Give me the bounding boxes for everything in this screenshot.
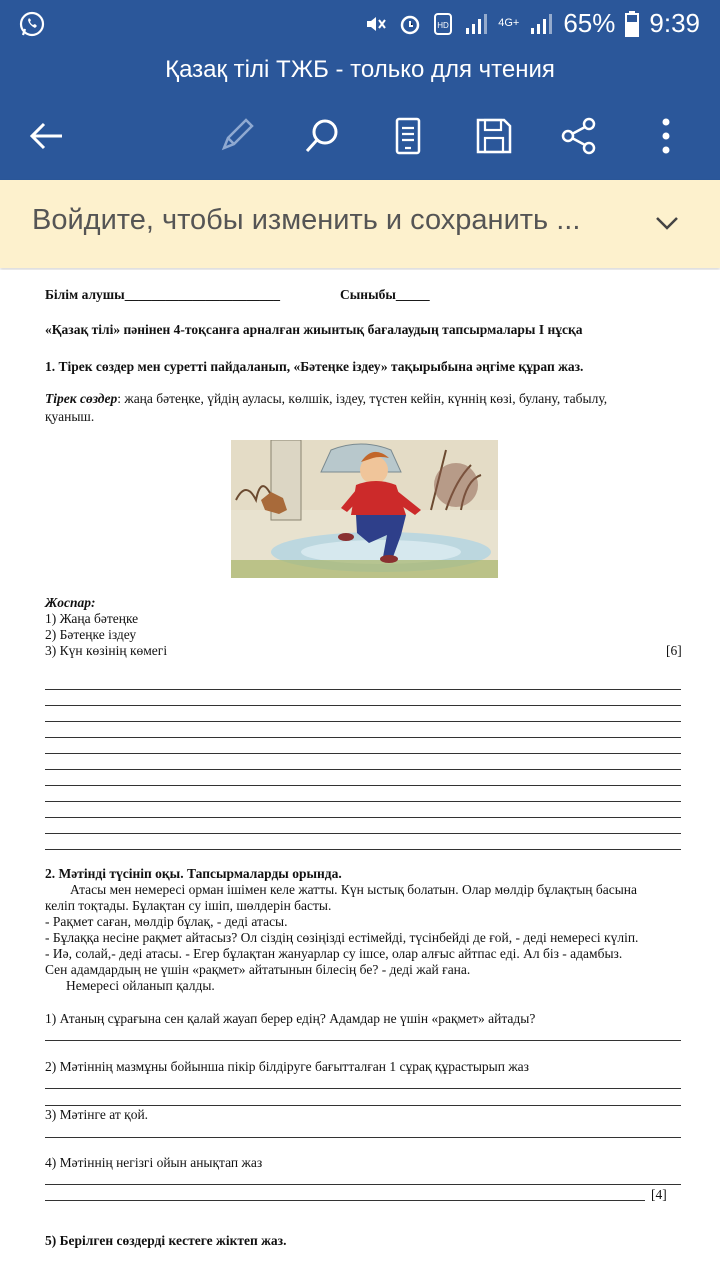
back-arrow-icon	[26, 116, 66, 156]
text-line: - Рақмет саған, мөлдір бұлақ, - деді атасы.	[45, 914, 288, 929]
question-2: 2) Мәтіннің мазмұны бойынша пікір білдіруге бағытталған 1 сұрақ құрастырып жаз	[45, 1059, 529, 1074]
network-type: 4G+	[498, 17, 520, 29]
whatsapp-icon	[18, 10, 46, 38]
answer-line	[45, 1184, 681, 1185]
back-button[interactable]	[20, 110, 72, 162]
answer-line	[45, 801, 681, 802]
banner-text: Войдите, чтобы изменить и сохранить ...	[32, 204, 581, 236]
task2-title: 2. Мәтінді түсініп оқы. Тапсырмаларды орында.	[45, 866, 342, 881]
text-line: - Бұлаққа несіне рақмет айтасыз? Ол сіздің сөзіңізді естімейді, түсінбейді де ғой, - деді немересі күліп.	[45, 930, 639, 945]
answer-line	[45, 705, 681, 706]
clock: 9:39	[649, 8, 700, 38]
plan-label: Жоспар:	[45, 595, 96, 610]
more-options-button[interactable]	[640, 110, 692, 162]
answer-line	[45, 1088, 681, 1089]
task1-title: 1. Тірек сөздер мен суретті пайдаланып, «Бәтеңке іздеу» тақырыбына әңгіме құрап жаз.	[45, 359, 584, 374]
answer-line	[45, 833, 681, 834]
search-button[interactable]	[296, 110, 348, 162]
keywords-label: Тірек сөздер	[45, 391, 118, 406]
battery-percent: 65%	[563, 8, 616, 38]
answer-line	[45, 769, 681, 770]
save-button[interactable]	[468, 110, 520, 162]
answer-line	[45, 1040, 681, 1041]
keywords-text: : жаңа бәтеңке, үйдің ауласы, көлшік, іздеу, түстен кейін, күннің көзі, булану, табылу,	[117, 391, 608, 406]
answer-line	[45, 849, 681, 850]
battery-icon	[625, 11, 639, 37]
share-button[interactable]	[553, 110, 605, 162]
answer-line	[45, 689, 681, 690]
toolbar	[0, 92, 720, 180]
mute-icon	[364, 12, 388, 36]
class-field: Сыныбы_____	[340, 287, 430, 302]
plan-item: 1) Жаңа бәтеңке	[45, 611, 139, 626]
more-vertical-icon	[646, 116, 686, 156]
question-4: 4) Мәтіннің негізгі ойын анықтап жаз	[45, 1155, 263, 1170]
answer-line	[45, 1105, 681, 1106]
search-icon	[302, 116, 342, 156]
answer-line	[45, 737, 681, 738]
keywords-line	[45, 391, 607, 407]
signal-icon-2	[529, 12, 553, 36]
document-title: Қазақ тілі ТЖБ - только для чтения	[0, 48, 720, 92]
save-icon	[474, 116, 514, 156]
plan-item: 3) Күн көзінің көмегі	[45, 643, 168, 658]
question-3: 3) Мәтінге ат қой.	[45, 1107, 149, 1122]
reading-view-button[interactable]	[382, 110, 434, 162]
student-field: Білім алушы_______________________	[45, 287, 280, 302]
text-line: келіп тоқтады. Бұлақтан су ішіп, шөлдерін басты.	[45, 898, 332, 913]
answer-line	[45, 721, 681, 722]
text-line: Немересі ойланып қалды.	[66, 978, 215, 993]
signal-icon	[464, 12, 488, 36]
pencil-icon	[216, 116, 256, 156]
answer-line	[45, 785, 681, 786]
share-icon	[559, 116, 599, 156]
plan-item: 2) Бәтеңке іздеу	[45, 627, 137, 642]
text-line: Атасы мен немересі орман ішімен келе жатты. Күн ыстық болатын. Олар мөлдір бұлақтың басына	[70, 882, 638, 897]
doc-heading: «Қазақ тілі» пәнінен 4-тоқсанға арналған жиынтық бағалаудың тапсырмалары І нұсқа	[45, 322, 583, 337]
chevron-down-icon[interactable]	[654, 210, 680, 236]
answer-line	[45, 753, 681, 754]
sign-in-banner[interactable]	[0, 180, 720, 268]
document-page[interactable]	[0, 270, 720, 1280]
task1-score: [6]	[666, 643, 682, 658]
boy-puddle-illustration	[231, 440, 498, 578]
status-bar	[0, 0, 720, 48]
hd-calls-icon	[432, 12, 454, 36]
text-line: Сен адамдардың не үшін «рақмет» айтатынын білесің бе? - деді жай ғана.	[45, 962, 471, 977]
task5-title: 5) Берілген сөздерді кестеге жіктеп жаз.	[45, 1233, 287, 1248]
answer-line	[45, 1137, 681, 1138]
text-line: - Иә, солай,- деді атасы. - Егер бұлақтан жануарлар су ішсе, олар алғыс айтпас еді. Ал біз - адамбыз.	[45, 946, 623, 961]
keywords-text-2: қуаныш.	[45, 409, 95, 424]
question-1: 1) Атаның сұрағына сен қалай жауап берер едің? Адамдар не үшін «рақмет» айтады?	[45, 1011, 536, 1026]
svg-text:HD: HD	[437, 20, 450, 30]
task2-score: [4]	[651, 1187, 667, 1202]
mobile-view-icon	[388, 116, 428, 156]
answer-line	[45, 1200, 645, 1201]
alarm-icon	[398, 12, 422, 36]
edit-button[interactable]	[210, 110, 262, 162]
answer-line	[45, 817, 681, 818]
